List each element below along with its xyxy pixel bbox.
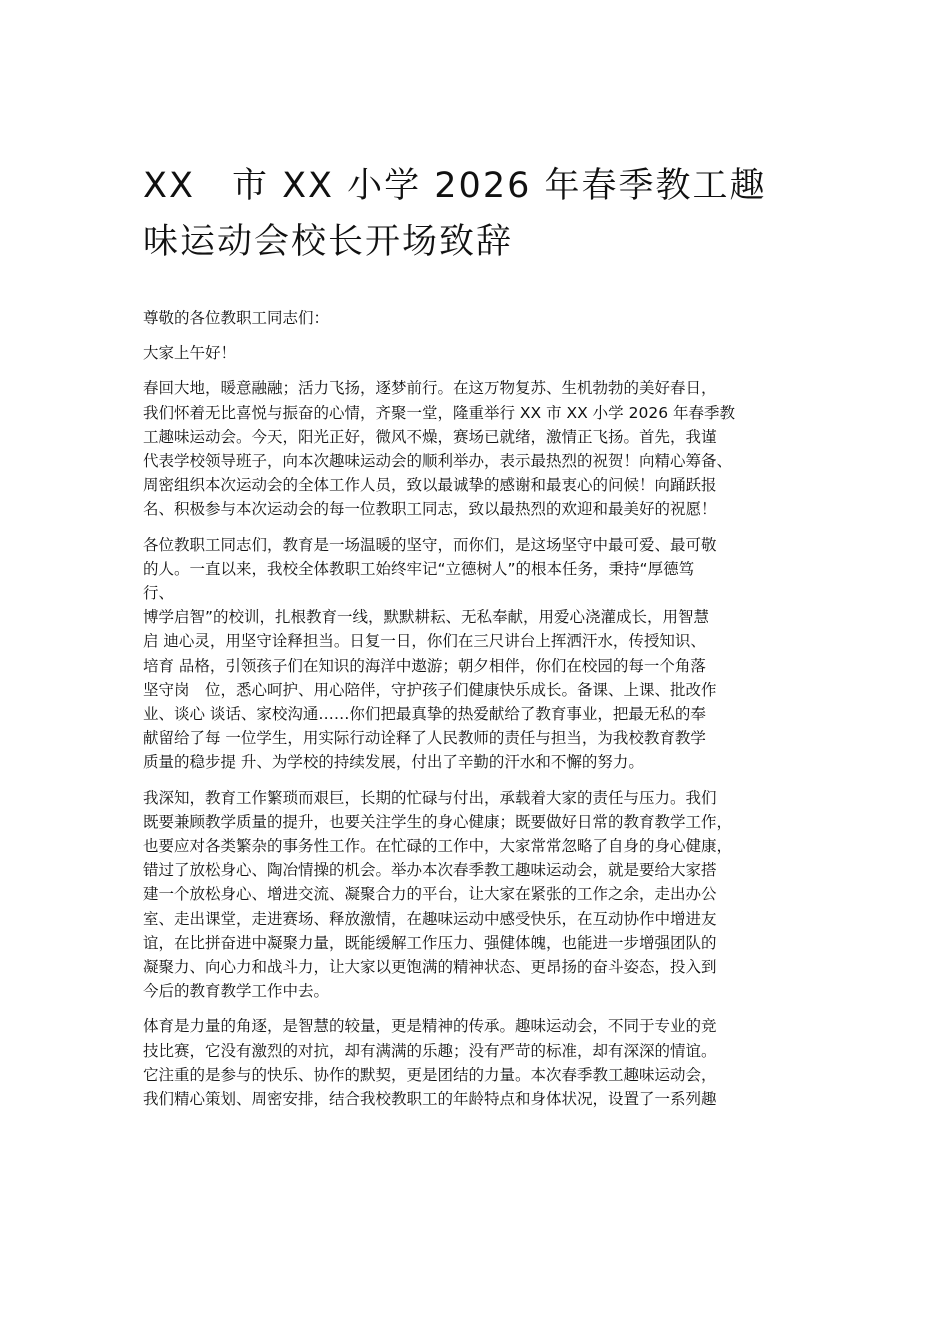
text-line: 名、积极参与本次运动会的每一位教职工同志，致以最热烈的欢迎和最美好的祝愿！ bbox=[143, 500, 717, 519]
text-line: 培育 品格，引领孩子们在知识的海洋中遨游；朝夕相伴，你们在校园的每一个角落 bbox=[143, 656, 706, 675]
text-line: 今后的教育教学工作中去。 bbox=[143, 982, 330, 1001]
text-line: 质量的稳步提 升、为学校的持续发展，付出了辛勤的汗水和不懈的努力。 bbox=[143, 753, 644, 772]
text-line: 工趣味运动会。今天，阳光正好，微风不燥，赛场已就绪，激情正飞扬。首先，我谨 bbox=[143, 427, 717, 446]
text-line: 代表学校领导班子，向本次趣味运动会的顺利举办，表示最热烈的祝贺！向精心筹备、 bbox=[143, 452, 733, 471]
text-line: 启 迪心灵，用坚守诠释担当。日复一日，你们在三尺讲台上挥洒汗水，传授知识、 bbox=[143, 632, 706, 651]
text-line: 我们怀着无比喜悦与振奋的心情，齐聚一堂，隆重举行 XX 市 XX 小学 2026 年春季教 bbox=[143, 403, 735, 422]
text-line: 凝聚力、向心力和战斗力，让大家以更饱满的精神状态、更昂扬的奋斗姿态，投入到 bbox=[143, 958, 717, 977]
document-body bbox=[143, 306, 823, 1122]
text-line: 技比赛，它没有激烈的对抗，却有满满的乐趣；没有严苛的标准，却有深深的情谊。 bbox=[143, 1041, 717, 1060]
text-line: 体育是力量的角逐，是智慧的较量，更是精神的传承。趣味运动会，不同于专业的竞 bbox=[143, 1017, 717, 1036]
text-line: 错过了放松身心、陶冶情操的机会。举办本次春季教工趣味运动会，就是要给大家搭 bbox=[143, 861, 717, 880]
text-line: 也要应对各类繁杂的事务性工作。在忙碌的工作中，大家常常忽略了自身的身心健康， bbox=[143, 837, 733, 856]
document-title bbox=[143, 158, 823, 270]
sports-spirit-paragraph bbox=[143, 1014, 823, 1111]
text-line: 既要兼顾教学质量的提升，也要关注学生的身心健康；既要做好日常的教育教学工作， bbox=[143, 812, 733, 831]
salutation-paragraph bbox=[143, 306, 823, 330]
text-line: 它注重的是参与的快乐、协作的默契，更是团结的力量。本次春季教工趣味运动会， bbox=[143, 1065, 717, 1084]
text-line: 博学启智”的校训，扎根教育一线，默默耕耘、无私奉献，用爱心浇灌成长，用智慧 bbox=[143, 608, 710, 627]
text-line: 各位教职工同志们，教育是一场温暖的坚守，而你们，是这场坚守中最可爱、最可敬 bbox=[143, 535, 717, 554]
title-line: 味运动会校长开场致辞 bbox=[143, 222, 514, 262]
text-line: 室、走出课堂，走进赛场、释放激情，在趣味运动中感受快乐，在互动协作中增进友 bbox=[143, 909, 717, 928]
text-line: 业、谈心 谈话、家校沟通……你们把最真挚的热爱献给了教育事业，把最无私的奉 bbox=[143, 705, 706, 724]
purpose-paragraph bbox=[143, 786, 823, 1004]
text-line: 春回大地，暖意融融；活力飞扬，逐梦前行。在这万物复苏、生机勃勃的美好春日， bbox=[143, 379, 717, 398]
text-line: 大家上午好！ bbox=[143, 344, 237, 363]
greeting-paragraph bbox=[143, 341, 823, 365]
text-line: 我深知，教育工作繁琐而艰巨，长期的忙碌与付出，承载着大家的责任与压力。我们 bbox=[143, 788, 717, 807]
text-line: 建一个放松身心、增进交流、凝聚合力的平台，让大家在紧张的工作之余，走出办公 bbox=[143, 885, 717, 904]
text-line: 我们精心策划、周密安排，结合我校教职工的年龄特点和身体状况，设置了一系列趣 bbox=[143, 1090, 717, 1109]
teachers-paragraph bbox=[143, 533, 823, 775]
text-line: 行、 bbox=[143, 584, 175, 603]
text-line: 尊敬的各位教职工同志们： bbox=[143, 309, 330, 327]
text-line: 谊，在比拼奋进中凝聚力量，既能缓解工作压力、强健体魄，也能进一步增强团队的 bbox=[143, 933, 717, 952]
title-line: XX 市 XX 小学 2026 年春季教工趣 bbox=[143, 166, 767, 206]
text-line: 的人。一直以来，我校全体教职工始终牢记“立德树人”的根本任务，秉持“厚德笃 bbox=[143, 559, 695, 578]
text-line: 献留给了每 一位学生，用实际行动诠释了人民教师的责任与担当，为我校教育教学 bbox=[143, 729, 706, 748]
opening-paragraph bbox=[143, 376, 823, 521]
text-line: 周密组织本次运动会的全体工作人员，致以最诚挚的感谢和最衷心的问候！向踊跃报 bbox=[143, 476, 717, 495]
text-line: 坚守岗 位，悉心呵护、用心陪伴，守护孩子们健康快乐成长。备课、上课、批改作 bbox=[143, 680, 717, 699]
